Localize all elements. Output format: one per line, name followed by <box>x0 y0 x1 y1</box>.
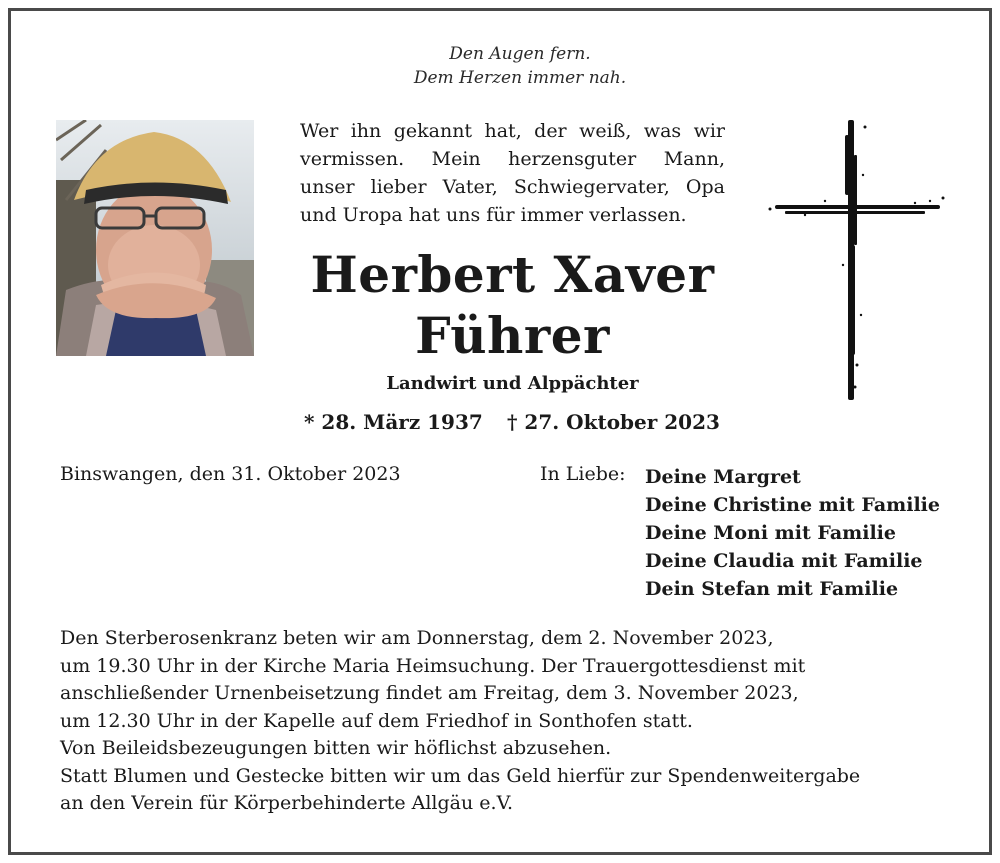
motto-line-2: Dem Herzen immer nah. <box>413 68 627 88</box>
place-and-date: Binswangen, den 31. Oktober 2023 <box>60 463 401 485</box>
deceased-last-name: Führer <box>415 306 610 365</box>
deceased-first-names: Herbert Xaver <box>310 245 715 304</box>
info-line: an den Verein für Körperbehinderte Allgäu e.V. <box>60 792 514 814</box>
mourner-name: Deine Margret <box>645 466 801 488</box>
service-information <box>60 625 960 818</box>
mourner-name: Deine Moni mit Familie <box>645 522 896 544</box>
info-line: Statt Blumen und Gestecke bitten wir um das Geld hierfür zur Spendenweitergabe <box>60 764 861 787</box>
intro-line: vermissen. Mein herzensguter Mann, <box>300 148 725 170</box>
motto-line-1: Den Augen fern. <box>449 44 591 64</box>
mourner-name: Dein Stefan mit Familie <box>645 578 899 600</box>
deceased-profession: Landwirt und Alppächter <box>386 373 639 394</box>
portrait-image <box>56 120 254 356</box>
portrait-photo <box>56 120 254 356</box>
info-line: um 19.30 Uhr in der Kirche Maria Heimsuchung. Der Trauergottesdienst mit <box>60 654 806 677</box>
info-line: um 12.30 Uhr in der Kapelle auf dem Friedhof in Sonthofen statt. <box>60 709 693 732</box>
intro-line: unser lieber Vater, Schwiegervater, Opa <box>300 176 725 198</box>
info-line: anschließender Urnenbeisetzung findet am Freitag, dem 3. November 2023, <box>60 682 799 704</box>
cross-icon <box>765 115 950 407</box>
mourner-name: Deine Christine mit Familie <box>645 494 940 516</box>
mourners-list <box>645 463 940 603</box>
mourners-label: In Liebe: <box>540 463 626 485</box>
birth-date: * 28. März 1937 <box>304 410 483 434</box>
info-line: Den Sterberosenkranz beten wir am Donnerstag, dem 2. November 2023, <box>60 627 774 649</box>
mourner-name: Deine Claudia mit Familie <box>645 550 923 572</box>
death-date: † 27. Oktober 2023 <box>507 410 720 434</box>
intro-line: Wer ihn gekannt hat, der weiß, was wir <box>300 120 725 142</box>
intro-text <box>300 117 725 229</box>
info-line: Von Beileidsbezeugungen bitten wir höflichst abzusehen. <box>60 737 612 759</box>
intro-line: und Uropa hat uns für immer verlassen. <box>300 204 687 226</box>
